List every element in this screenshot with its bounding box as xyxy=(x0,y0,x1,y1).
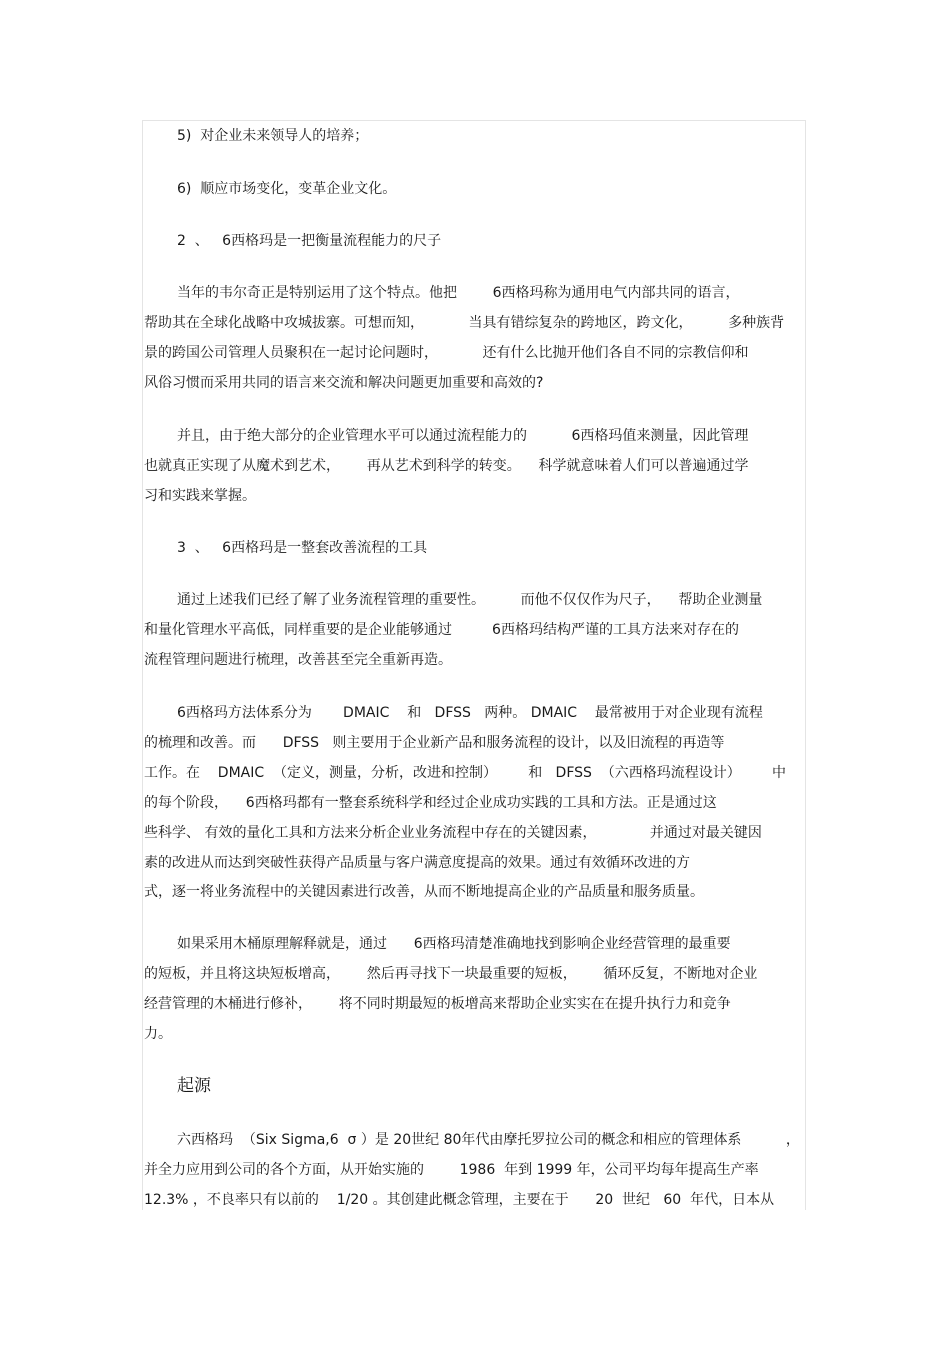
list-item-6: 6) 顺应市场变化，变革企业文化。 xyxy=(177,181,397,197)
para1-line-1: 当年的韦尔奇正是特别运用了这个特点。他把 6西格玛称为通用电气内部共同的语言， xyxy=(177,285,740,301)
para4-line-1: 6西格玛方法体系分为 DMAIC 和 DFSS 两种。 DMAIC 最常被用于对企业现有流程 xyxy=(177,705,763,721)
para5-line-3: 经营管理的木桶进行修补， 将不同时期最短的板增高来帮助企业实实在在提升执行力和竞争 xyxy=(144,996,731,1012)
para4-line-5: 些科学、 有效的量化工具和方法来分析企业业务流程中存在的关键因素， 并通过对最关键因 xyxy=(144,825,762,841)
para4-line-7: 式，逐一将业务流程中的关键因素进行改善，从而不断地提高企业的产品质量和服务质量。 xyxy=(144,884,704,900)
origin-heading: 起源 xyxy=(177,1076,211,1096)
para2-line-2: 也就真正实现了从魔术到艺术， 再从艺术到科学的转变。 科学就意味着人们可以普遍通过学 xyxy=(144,458,749,474)
list-item-5: 5) 对企业未来领导人的培养； xyxy=(177,128,369,144)
para3-line-2: 和量化管理水平高低，同样重要的是企业能够通过 6西格玛结构严谨的工具方法来对存在的 xyxy=(144,622,739,638)
para5-line-4: 力。 xyxy=(144,1026,172,1042)
para5-line-1: 如果采用木桶原理解释就是，通过 6西格玛清楚准确地找到影响企业经营管理的最重要 xyxy=(177,936,731,952)
para1-line-2: 帮助其在全球化战略中攻城拔寨。可想而知， 当具有错综复杂的跨地区，跨文化， 多种族背 xyxy=(144,315,785,331)
para1-line-3: 景的跨国公司管理人员聚积在一起讨论问题时， 还有什么比抛开他们各自不同的宗教信仰和 xyxy=(144,345,749,361)
para4-line-4: 的每个阶段， 6西格玛都有一整套系统科学和经过企业成功实践的工具和方法。正是通过这 xyxy=(144,795,717,811)
para4-line-3: 工作。在 DMAIC （定义，测量，分析，改进和控制） 和 DFSS （六西格玛流程设计） 中 xyxy=(144,765,786,781)
para2-line-1: 并且，由于绝大部分的企业管理水平可以通过流程能力的 6西格玛值来测量，因此管理 xyxy=(177,428,749,444)
para2-line-3: 习和实践来掌握。 xyxy=(144,488,256,504)
section-heading-point-3: 3 、 6西格玛是一整套改善流程的工具 xyxy=(177,540,428,556)
para5-line-2: 的短板，并且将这块短板增高， 然后再寻找下一块最重要的短板， 循环反复，不断地对企业 xyxy=(144,966,758,982)
para6-line-3: 12.3% ，不良率只有以前的 1/20 。其创建此概念管理，主要在于 20 世纪 60 年代，日本从 xyxy=(144,1192,775,1208)
para3-line-1: 通过上述我们已经了解了业务流程管理的重要性。 而他不仅仅作为尺子， 帮助企业测量 xyxy=(177,592,763,608)
para1-line-4: 风俗习惯而采用共同的语言来交流和解决问题更加重要和高效的? xyxy=(144,375,544,391)
para6-line-2: 并全力应用到公司的各个方面，从开始实施的 1986 年到 1999 年，公司平均每年提高生产率 xyxy=(144,1162,759,1178)
section-heading-point-2: 2 、 6西格玛是一把衡量流程能力的尺子 xyxy=(177,233,442,249)
para3-line-3: 流程管理问题进行梳理，改善甚至完全重新再造。 xyxy=(144,652,452,668)
para6-line-1: 六西格玛 （Six Sigma,6 σ ）是 20世纪 80年代由摩托罗拉公司的概念和相应的管理体系 ， xyxy=(177,1132,800,1148)
para4-line-2: 的梳理和改善。而 DFSS 则主要用于企业新产品和服务流程的设计，以及旧流程的再造等 xyxy=(144,735,725,751)
para4-line-6: 素的改进从而达到突破性获得产品质量与客户满意度提高的效果。通过有效循环改进的方 xyxy=(144,855,690,871)
